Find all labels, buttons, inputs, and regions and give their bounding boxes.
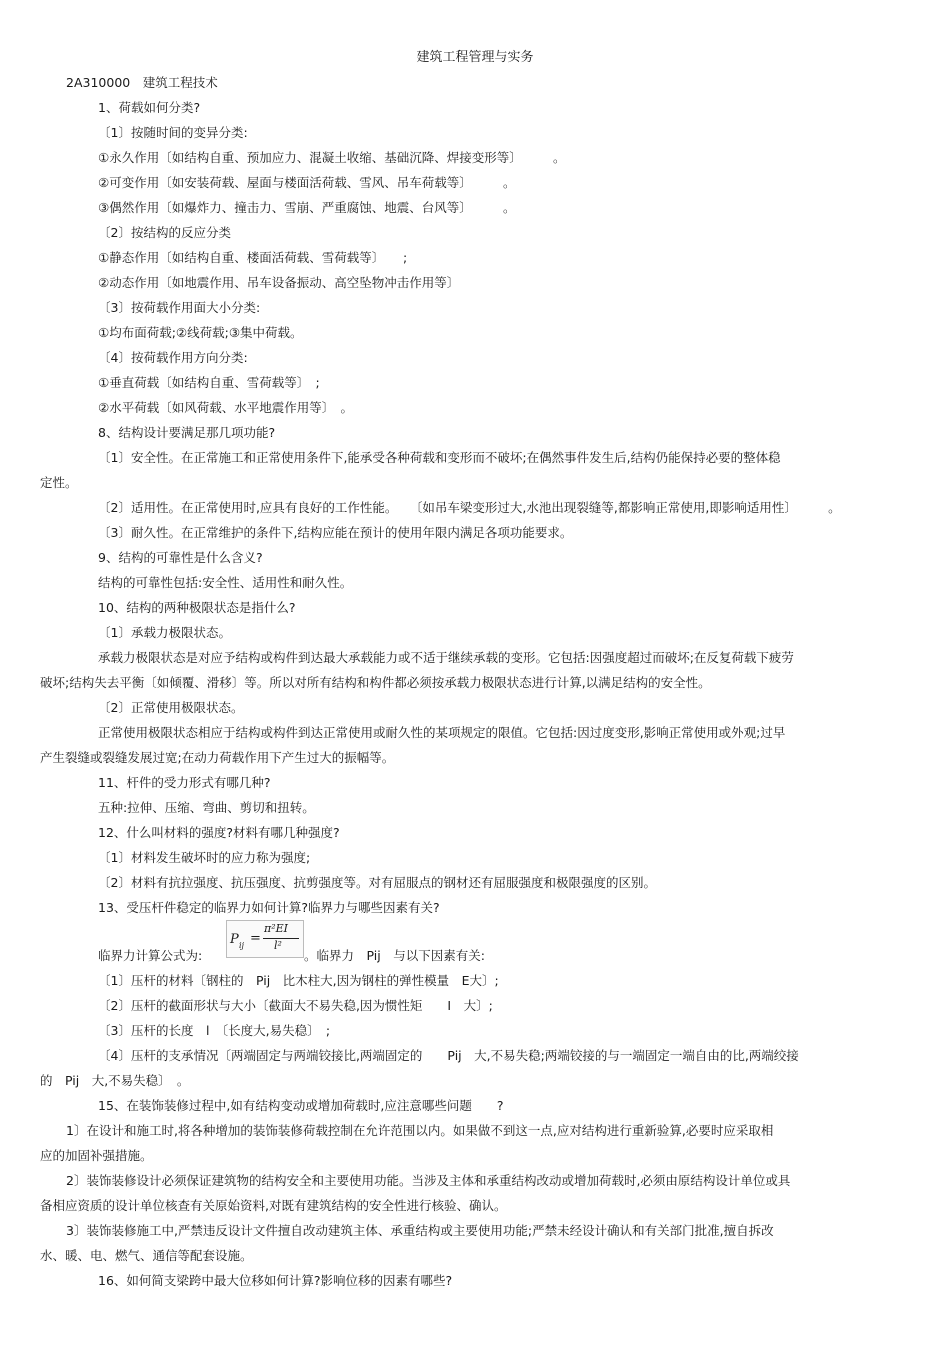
text-line: 〔4〕压杆的支承情况〔两端固定与两端铰接比,两端固定的 Pij 大,不易失稳;两端铰接的与一端固定一端自由的比,两端绞接	[98, 1048, 799, 1063]
text-line: 〔4〕按荷载作用方向分类:	[98, 350, 248, 365]
text-line: 〔3〕按荷载作用面大小分类:	[98, 300, 261, 315]
text-line: 15、在装饰装修过程中,如有结构变动或增加荷载时,应注意哪些问题 ?	[98, 1098, 504, 1113]
text-line: 8、结构设计要满足那几项功能?	[98, 425, 276, 440]
text-line: 13、受压杆件稳定的临界力如何计算?临界力与哪些因素有关?	[98, 900, 440, 915]
formula-numerator: π²EI	[264, 922, 289, 935]
text-line: 承载力极限状态是对应予结构或构件到达最大承载能力或不适于继续承载的变形。它包括:因强度超过而破坏;在反复荷载下疲劳	[98, 650, 794, 665]
text-line: 1〕在设计和施工时,将各种增加的装饰装修荷载控制在允许范围以内。如果做不到这一点,应对结构进行重新验算,必要时应采取相	[66, 1123, 774, 1138]
text-line: 产生裂缝或裂缝发展过宽;在动力荷载作用下产生过大的振幅等。	[40, 750, 395, 765]
text-line: 10、结构的两种极限状态是指什么?	[98, 600, 296, 615]
text-line: ①垂直荷载〔如结构自重、雪荷载等〕 ;	[98, 375, 320, 390]
text-line: 破坏;结构失去平衡〔如倾覆、滑移〕等。所以对所有结构和构件都必须按承载力极限状态进行计算,以满足结构的安全性。	[40, 675, 711, 690]
text-line: ③偶然作用〔如爆炸力、撞击力、雪崩、严重腐蚀、地震、台风等〕 。	[98, 200, 516, 215]
text-line: 〔1〕安全性。在正常施工和正常使用条件下,能承受各种荷载和变形而不破坏;在偶然事件发生后,结构仍能保持必要的整体稳	[98, 450, 781, 465]
document-title: 建筑工程管理与实务	[416, 50, 534, 65]
text-line: 正常使用极限状态相应于结构或构件到达正常使用或耐久性的某项规定的限值。它包括:因过度变形,影响正常使用或外观;过早	[98, 725, 786, 740]
text-line: ①均布面荷载;②线荷载;③集中荷载。	[98, 325, 303, 340]
text-line: 〔3〕耐久性。在正常维护的条件下,结构应能在预计的使用年限内满足各项功能要求。	[98, 525, 573, 540]
text-line: 3〕装饰装修施工中,严禁违反设计文件擅自改动建筑主体、承重结构或主要使用功能;严禁未经设计确认和有关部门批准,擅自拆改	[66, 1223, 774, 1238]
text-line: 备相应资质的设计单位核查有关原始资料,对既有建筑结构的安全性进行核验、确认。	[40, 1198, 507, 1213]
text-line: ①静态作用〔如结构自重、楼面活荷载、雪荷载等〕 ;	[98, 250, 408, 265]
text-line: 〔2〕适用性。在正常使用时,应具有良好的工作性能。 〔如吊车梁变形过大,水池出现裂缝等,都影响正常使用,即影响适用性〕 。	[98, 500, 841, 515]
text-line: 〔2〕按结构的反应分类	[98, 225, 231, 240]
text-line: 〔1〕压杆的材料〔钢柱的 Pij 比木柱大,因为钢柱的弹性模量 E大〕;	[98, 973, 499, 988]
text-line: 定性。	[40, 475, 78, 490]
text-line: 〔2〕材料有抗拉强度、抗压强度、抗剪强度等。对有屈服点的钢材还有屈服强度和极限强度的区别。	[98, 875, 656, 890]
text-line: 2A310000 建筑工程技术	[66, 75, 218, 90]
text-line: 9、结构的可靠性是什么含义?	[98, 550, 263, 565]
text-line: 16、如何简支梁跨中最大位移如何计算?影响位移的因素有哪些?	[98, 1273, 453, 1288]
text-line: 。临界力 Pij 与以下因素有关:	[304, 948, 485, 963]
text-line: 〔1〕承载力极限状态。	[98, 625, 231, 640]
text-line: 1、荷载如何分类?	[98, 100, 201, 115]
critical-force-formula-image	[226, 920, 304, 958]
formula-lhs-subscript: ij	[239, 941, 245, 950]
text-line: 〔2〕正常使用极限状态。	[98, 700, 244, 715]
formula-denominator: l²	[274, 939, 282, 952]
text-line: 五种:拉伸、压缩、弯曲、剪切和扭转。	[98, 800, 315, 815]
text-line: 〔1〕按随时间的变异分类:	[98, 125, 248, 140]
text-line: 〔1〕材料发生破坏时的应力称为强度;	[98, 850, 311, 865]
text-line: 应的加固补强措施。	[40, 1148, 153, 1163]
text-line: 〔2〕压杆的截面形状与大小〔截面大不易失稳,因为惯性矩 I 大〕;	[98, 998, 493, 1013]
text-line: 11、杆件的受力形式有哪几种?	[98, 775, 271, 790]
text-line: ②动态作用〔如地震作用、吊车设备振动、高空坠物冲击作用等〕	[98, 275, 460, 290]
text-line: ②可变作用〔如安装荷载、屋面与楼面活荷载、雪风、吊车荷载等〕 。	[98, 175, 516, 190]
text-line: 水、暖、电、燃气、通信等配套设施。	[40, 1248, 253, 1263]
text-line: ①永久作用〔如结构自重、预加应力、混凝土收缩、基础沉降、焊接变形等〕 。	[98, 150, 566, 165]
text-line: 12、什么叫材料的强度?材料有哪几种强度?	[98, 825, 340, 840]
text-line: 的 Pij 大,不易失稳〕 。	[40, 1073, 190, 1088]
text-line: 〔3〕压杆的长度 l 〔长度大,易失稳〕 ;	[98, 1023, 331, 1038]
text-line: 临界力计算公式为:	[98, 948, 203, 963]
text-line: 结构的可靠性包括:安全性、适用性和耐久性。	[98, 575, 353, 590]
text-line: ②水平荷载〔如风荷载、水平地震作用等〕 。	[98, 400, 353, 415]
formula-lhs: P	[230, 932, 239, 947]
formula-equals: =	[250, 931, 261, 946]
text-line: 2〕装饰装修设计必须保证建筑物的结构安全和主要使用功能。当涉及主体和承重结构改动或增加荷载时,必须由原结构设计单位或具	[66, 1173, 791, 1188]
